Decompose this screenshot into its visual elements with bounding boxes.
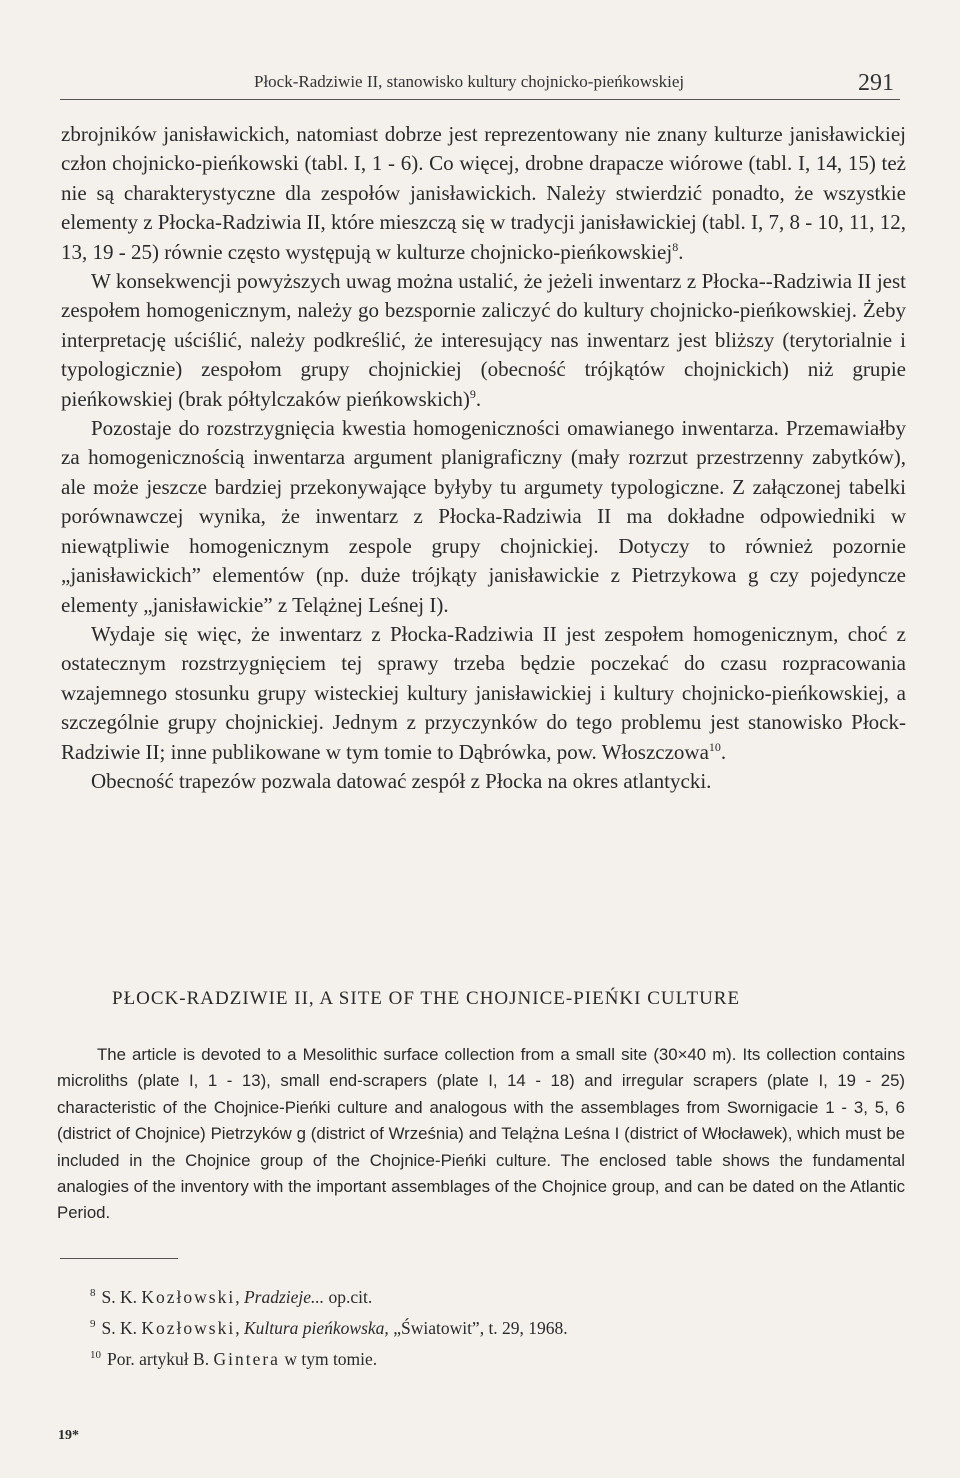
summary-paragraph xyxy=(57,1042,905,1227)
footnote-author: Kozłowski xyxy=(141,1317,236,1338)
page-number: 291 xyxy=(858,70,894,96)
paragraph-3: Pozostaje do rozstrzygnięcia kwestia homogeniczności omawianego inwentarza. Przemawiałby za homogenicznością inwentarza argument planigraficzny (mały rozrzut przestrzenny zabytków), ale może jeszcze bardziej przekonywające byłyby tu argumety typologiczne. Z załączonej tabelki porównawczej wynika, że inwentarz z Płocka-Radziwia II ma dokładne odpowiedniki w niewątpliwie homogenicznym zespole grupy chojnickiej. Dotyczy to również pozornie „janisławickich” elementów (np. duże trójkąty janisławickie z Pietrzykowa g czy pojedyncze elementy „janisławickie” z Telążnej Leśnej I). xyxy=(61,416,906,617)
footnote-rule xyxy=(60,1258,178,1259)
footnote-ref-9: 9 xyxy=(469,386,476,401)
footnote-title: Pradzieje... xyxy=(243,1286,325,1307)
footnote-title: Kultura pieńkowska, xyxy=(243,1317,389,1338)
summary-text: The article is devoted to a Mesolithic surface collection from a small site (30×40 m). Its collection contains microliths (plate I, 1 - 13), small end-scrapers (plate I, 14 - 18) and irregular scrapers (plate I, 19 - 25) characteristic of the Chojnice-Pieńki culture and analogous with the assemblages from Swornigacie 1 - 3, 5, 6 (district of Chojnice) Pietrzyków g (district of Września) and Telążna Leśna I (district of Włocławek), which must be included in the Chojnice group of the Chojnice-Pieńki culture. The enclosed table shows the fundamental analogies of the inventory with the important assemblages of the Chojnice group, and can be dated on the Atlantic Period. xyxy=(57,1045,905,1223)
footnote-10: $^{10}$ Por. artykuł B. Gintera w tym tomie. xyxy=(90,1348,378,1369)
paragraph-2: W konsekwencji powyższych uwag można ustalić, że jeżeli inwentarz z Płocka--Radziwia II jest zespołem homogenicznym, należy go bezspornie zaliczyć do kultury chojnicko-pieńkowskiej. Żeby interpretację uściślić, należy podkreślić, że interesujący nas inwentarz jest bliższy (terytorialnie i typologicznie) zespołom grupy chojnickiej (obecność trójkątów chojnickich) niż grupie pieńkowskiej (brak półtylczaków pieńkowskich)$^9$. xyxy=(61,269,906,411)
footnote-8: $^8$ S. K. Kozłowski, Pradzieje... op.cit. xyxy=(90,1286,373,1307)
footnote-ref-10: 10 xyxy=(708,739,721,754)
summary-title: PŁOCK-RADZIWIE II, A SITE OF THE CHOJNICE-PIEŃKI CULTURE xyxy=(112,988,741,1009)
main-text xyxy=(61,120,906,796)
footnote-ref-8: 8 xyxy=(672,239,679,254)
running-header: Płock-Radziwie II, stanowisko kultury chojnicko-pieńkowskiej xyxy=(254,72,685,91)
signature-mark: 19* xyxy=(58,1428,79,1443)
paragraph-1: zbrojników janisławickich, natomiast dobrze jest reprezentowany nie znany kulturze janisławickiej człon chojnicko-pieńkowski (tabl. I, 1 - 6). Co więcej, drobne drapacze wiórowe (tabl. I, 14, 15) też nie są charakterystyczne dla zespołów janisławickich. Należy stwierdzić ponadto, że wszystkie elementy z Płocka-Radziwia II, które mieszczą się w tradycji janisławickiej (tabl. I, 7, 8 - 10, 11, 12, 13, 19 - 25) równie często występują w kulturze chojnicko-pieńkowskiej$^8$. xyxy=(61,122,906,264)
header-rule xyxy=(60,99,900,100)
paragraph-4: Wydaje się więc, że inwentarz z Płocka-Radziwia II jest zespołem homogenicznym, choć z ostatecznym rozstrzygnięciem tej sprawy trzeba będzie poczekać do czasu rozpracowania wzajemnego stosunku grupy wisteckiej kultury janisławickiej i kultury chojnicko-pieńkowskiej, a szczególnie grupy chojnickiej. Jednym z przyczynków do tego problemu jest stanowisko Płock-Radziwie II; inne publikowane w tym tomie to Dąbrówka, pow. Włoszczowa$^{10}$. xyxy=(61,621,906,764)
footnote-author: Kozłowski xyxy=(141,1286,236,1307)
footnote-author: Gintera xyxy=(213,1348,280,1369)
paragraph-5: Obecność trapezów pozwala datować zespół z Płocka na okres atlantycki. xyxy=(91,768,712,793)
footnotes xyxy=(90,1280,568,1372)
footnote-9: $^9$ S. K. Kozłowski, Kultura pieńkowska, „Światowit”, t. 29, 1968. xyxy=(90,1317,568,1338)
